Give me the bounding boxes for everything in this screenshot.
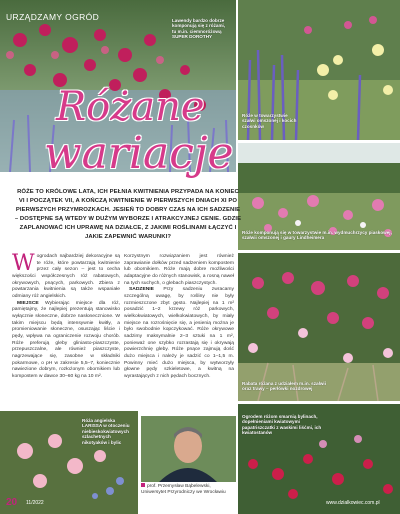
column-2 [124,254,234,380]
caption-border: Rabata różana z udziałem m.in. szałwii oraz trawy – perłówki nozdrowej [242,381,326,392]
author-photo [141,416,236,482]
drop-cap: W [12,251,35,276]
col1-p2: Wybierając miejsce dla róż, pamiętajmy, że najlepiej prezentują stanowisko wyłącznie słoneczne, dobrze nasłonecznione. W takim miejscu będą intensywnie kwitły, a promieniowanie słoneczne, osuszając liście i pędy, wpływa na ograniczenie rozwoju chorób. Róże preferują gleby gliniasto-piaszczyste, przepuszczalne, ale również piaszczyste, nagrzewające się, zasobne w składniki pokarmowe, o pH w zakresie 5,5–7, koniecznie nawiezione dobrym, rozłożonym obornikiem lub kompostem w dawce 30–60 kg na 10 m². [12,300,120,379]
caption-lavender: Lawendy bardzo dobrze komponują się z różami, tu m.in. ciemnoróżową SUPER DOROTHY [172,18,226,40]
caption-salvia: Róże w towarzystwie szałwi omszonej i kocich czosnków [242,113,297,129]
footer-url[interactable]: www.dzialkowiec.com.pl [326,500,380,506]
pink-square [141,483,145,487]
page-title-line2: wariacje [44,128,234,179]
col1-heading-miejsce: MIEJSCE [17,300,39,306]
photo-rose-border [238,253,400,401]
author-name: prof. Przemysław Bąbelewski, Uniwersytet Przyrodniczy we Wrocławiu [141,484,226,495]
caption-larissa: Róża angielska LARISSA w otoczeniu niebieskokwiatowych szlachetnych nikotyaków i bylic [82,418,130,445]
col2-p2: Przy sadzeniu zwracamy szczególną uwagę, by rośliny nie były rozmieszczone zbyt gęsto. Najlepiej na 1 m² posadzić 1–2 krzewy róż parkowych, wielkokwiatowych, wielkokwiatowych, by miały miejsce na rozrośnięcie się, a jesienią można je było swobodnie kopczykować. Róże okrywowe sadzimy maksymalnie 2–3 sztuki na 1 m², ponieważ one szybko rozrastają się i okrywają powierzchnię gleby. Róże pnące zajmują dość dużo miejsca i należy je sadzić co 1–1,5 m. Powinny mieć dużo miejsca, by wytworzyły głowne pędy szkieletowe, a kwitną na wyrastających z nich pędach bocznych. [124,287,234,379]
author-caption [141,483,236,496]
section-label: URZĄDZAMY OGRÓD [6,12,100,22]
page-title-line1: Różane [56,84,205,130]
page-number: 20 [6,497,18,508]
column-1 [12,251,120,380]
col2-heading-sadzenie: SADZENIE [129,287,154,293]
lead-paragraph: RÓŻE TO KRÓLOWE LATA, ICH PEŁNIA KWITNIENIA PRZYPADA NA KONIEC VI I POCZĄTEK VII, A KOŃCZĄ KWITNIENIE W PIERWSZYCH DNIACH XI PO PIERWSZYCH PRZYMROZKACH. JESIEŃ TO DOBRY CZAS NA ICH SADZENIE – DOSTĘPNE SĄ WTEDY W DUŻYM WYBORZE I ATRAKCYJNEJ CENIE. GDZIE ZAPLANOWAĆ ICH UPRAWĘ NA DZIAŁCE, Z JAKIMI ROŚLINAMI ŁĄCZYĆ I JAKIE ZAPEWNIĆ WARUNKI? [14,189,242,240]
col1-p1: ogrodach najbardziej dekoracyjne są te róże, które powtarzają kwitnienie przez cały sezon – jest to cecha większości współczesnych róż rabatowych, okrywowych, pnących, parkowych. Zbiera z powtarzania kwitnienia są także wspaniałe odmiany róż angielskich. [12,254,120,299]
issue-number: 11/2022 [26,500,44,506]
caption-sand: Róże komponują się w towarzystwie m.in. wydmuchrzycy piaskowej, szałwii omszonej i gaury Lindheimera [242,230,392,241]
caption-bottom-right: Ogrodem różom smarnią bylinach, dopełnieniami kwiatowymi papatriszczatki z waskimi liśćmi, ich kwiatostanów [242,414,322,436]
col2-p1: Korzystnym rozwiązaniem jest również zaprawianie dołków przed sadzeniem kompostem lub obornikiem. Róże mają dobre możliwości adaptacyjne do różnych stanowisk, a rosną naweł na tych suchych, o glebach piaszczystych. [124,254,234,286]
